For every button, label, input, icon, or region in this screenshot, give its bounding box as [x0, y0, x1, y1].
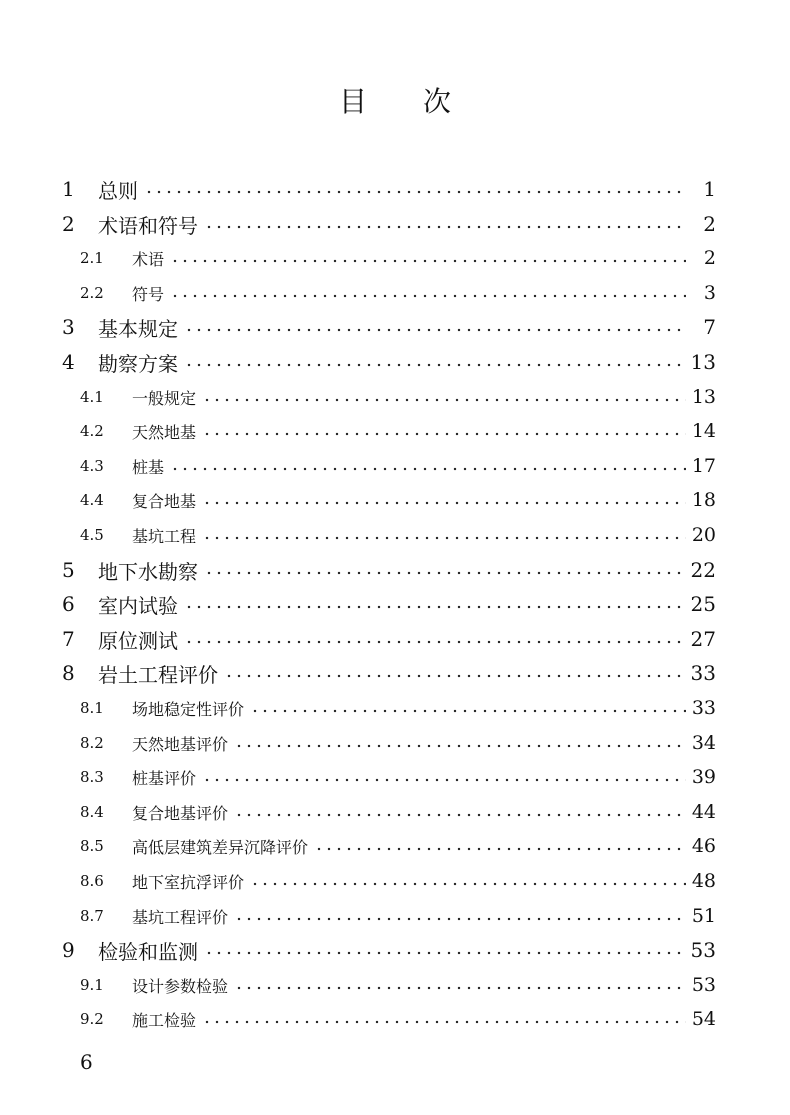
dot-leader [202, 398, 686, 402]
toc-entry-number: 1 [62, 177, 75, 201]
toc-entry[interactable] [80, 797, 716, 827]
toc-entry[interactable] [62, 658, 716, 688]
toc-entry[interactable] [80, 278, 716, 308]
dot-leader [184, 640, 685, 644]
toc-entry-page: 3 [703, 282, 716, 304]
title-char-1: 目 [338, 85, 367, 118]
dot-leader [184, 605, 685, 609]
toc-entry-label: 天然地基 [132, 422, 197, 442]
toc-entry-number: 3 [62, 315, 75, 339]
toc-entry-page: 48 [691, 870, 716, 892]
toc-entry-page: 33 [690, 661, 716, 685]
toc-entry-page: 46 [691, 835, 716, 857]
toc-entry-label: 场地稳定性评价 [132, 699, 245, 719]
toc-entry-number: 8.7 [80, 907, 104, 925]
toc-entry-page: 54 [691, 1008, 716, 1030]
toc-entry[interactable] [80, 382, 716, 412]
toc-entry-number: 9.2 [80, 1010, 104, 1028]
dot-leader [202, 432, 686, 436]
toc-entry[interactable] [62, 209, 716, 239]
toc-entry[interactable] [80, 901, 716, 931]
toc-entry-page: 7 [703, 315, 716, 339]
dot-leader [234, 986, 686, 990]
toc-entry[interactable] [62, 589, 716, 619]
toc-entry-page: 22 [690, 558, 716, 582]
toc-entry-page: 13 [690, 350, 716, 374]
dot-leader [170, 259, 686, 263]
toc-entry-page: 14 [691, 420, 716, 442]
toc-entry[interactable] [80, 416, 716, 446]
toc-entry-label: 地下水勘察 [98, 559, 198, 584]
toc-entry-page: 33 [691, 697, 716, 719]
dot-leader [202, 1020, 686, 1024]
toc-entry-page: 53 [690, 938, 716, 962]
toc-entry-number: 4.1 [80, 388, 104, 406]
toc-entry-label: 施工检验 [132, 1010, 197, 1030]
toc-entry-number: 4 [62, 350, 75, 374]
dot-leader [234, 917, 686, 921]
toc-entry-label: 设计参数检验 [132, 976, 229, 996]
dot-leader [202, 536, 686, 540]
toc-entry-label: 符号 [132, 284, 165, 304]
toc-entry-label: 原位测试 [98, 628, 178, 653]
toc-entry-label: 基坑工程评价 [132, 907, 229, 927]
toc-entry-label: 基坑工程 [132, 526, 197, 546]
toc-entry-number: 4.4 [80, 491, 104, 509]
page-title [0, 80, 790, 120]
toc-entry-label: 复合地基 [132, 491, 197, 511]
dot-leader [204, 951, 685, 955]
dot-leader [204, 571, 685, 575]
toc-entry[interactable] [62, 174, 716, 204]
dot-leader [250, 882, 686, 886]
toc-entry-page: 34 [691, 732, 716, 754]
toc-entry[interactable] [80, 693, 716, 723]
toc-entry-label: 复合地基评价 [132, 803, 229, 823]
dot-leader [250, 709, 686, 713]
toc-entry-number: 2 [62, 212, 75, 236]
toc-entry-number: 8 [62, 661, 75, 685]
toc-entry-number: 8.1 [80, 699, 104, 717]
title-char-2: 次 [423, 85, 452, 118]
dot-leader [204, 225, 686, 229]
toc-entry-label: 检验和监测 [98, 939, 198, 964]
dot-leader [170, 294, 686, 298]
toc-entry-page: 27 [690, 627, 716, 651]
dot-leader [202, 778, 686, 782]
toc-entry-label: 术语 [132, 249, 165, 269]
toc-entry-number: 9.1 [80, 976, 104, 994]
toc-entry-page: 44 [691, 801, 716, 823]
dot-leader [224, 674, 685, 678]
toc-entry[interactable] [62, 555, 716, 585]
dot-leader [234, 744, 686, 748]
toc-entry[interactable] [80, 831, 716, 861]
toc-entry-page: 2 [703, 247, 716, 269]
toc-entry[interactable] [80, 485, 716, 515]
toc-entry-number: 4.2 [80, 422, 104, 440]
toc-entry-label: 桩基 [132, 457, 165, 477]
toc-entry-number: 7 [62, 627, 75, 651]
toc-entry-number: 2.2 [80, 284, 104, 302]
dot-leader [234, 813, 686, 817]
toc-entry-number: 8.3 [80, 768, 104, 786]
toc-entry-label: 岩土工程评价 [98, 662, 218, 687]
toc-entry-number: 8.5 [80, 837, 104, 855]
toc-entry[interactable] [80, 1004, 716, 1034]
toc-entry-page: 1 [703, 177, 716, 201]
toc-entry-number: 9 [62, 938, 75, 962]
toc-entry-page: 53 [691, 974, 716, 996]
toc-entry[interactable] [80, 520, 716, 550]
toc-entry-page: 20 [691, 524, 716, 546]
toc-entry-page: 25 [690, 592, 716, 616]
toc-entry-label: 室内试验 [98, 593, 178, 618]
page-number-footer: 6 [80, 1050, 93, 1074]
toc-entry[interactable] [80, 243, 716, 273]
dot-leader [170, 467, 686, 471]
toc-entry-label: 地下室抗浮评价 [132, 872, 245, 892]
dot-leader [144, 190, 686, 194]
toc-entry-number: 4.5 [80, 526, 104, 544]
toc-entry-number: 4.3 [80, 457, 104, 475]
toc-entry-number: 6 [62, 592, 75, 616]
toc-entry[interactable] [62, 347, 716, 377]
toc-entry-label: 桩基评价 [132, 768, 197, 788]
toc-entry-label: 术语和符号 [98, 213, 198, 238]
toc-entry-number: 2.1 [80, 249, 104, 267]
toc-entry-number: 5 [62, 558, 75, 582]
dot-leader [184, 363, 685, 367]
toc-entry-label: 一般规定 [132, 388, 197, 408]
toc-entry-page: 39 [691, 766, 716, 788]
toc-entry-label: 勘察方案 [98, 351, 178, 376]
toc-entry[interactable] [62, 624, 716, 654]
toc-entry-label: 总则 [98, 178, 138, 203]
toc-entry-page: 17 [691, 455, 716, 477]
toc-entry[interactable] [62, 935, 716, 965]
toc-entry-label: 天然地基评价 [132, 734, 229, 754]
dot-leader [314, 847, 686, 851]
dot-leader [202, 501, 686, 505]
toc-entry-label: 基本规定 [98, 316, 178, 341]
toc-entry-page: 51 [691, 905, 716, 927]
toc-entry[interactable] [80, 451, 716, 481]
toc-entry[interactable] [80, 970, 716, 1000]
dot-leader [184, 328, 686, 332]
toc-entry-number: 8.6 [80, 872, 104, 890]
toc-entry-page: 13 [691, 386, 716, 408]
toc-entry-number: 8.2 [80, 734, 104, 752]
toc-entry-number: 8.4 [80, 803, 104, 821]
toc-entry[interactable] [80, 728, 716, 758]
toc-entry[interactable] [62, 312, 716, 342]
toc-entry-page: 18 [691, 489, 716, 511]
toc-entry[interactable] [80, 762, 716, 792]
toc-entry-label: 高低层建筑差异沉降评价 [132, 837, 309, 857]
toc-entry[interactable] [80, 866, 716, 896]
toc-entry-page: 2 [703, 212, 716, 236]
